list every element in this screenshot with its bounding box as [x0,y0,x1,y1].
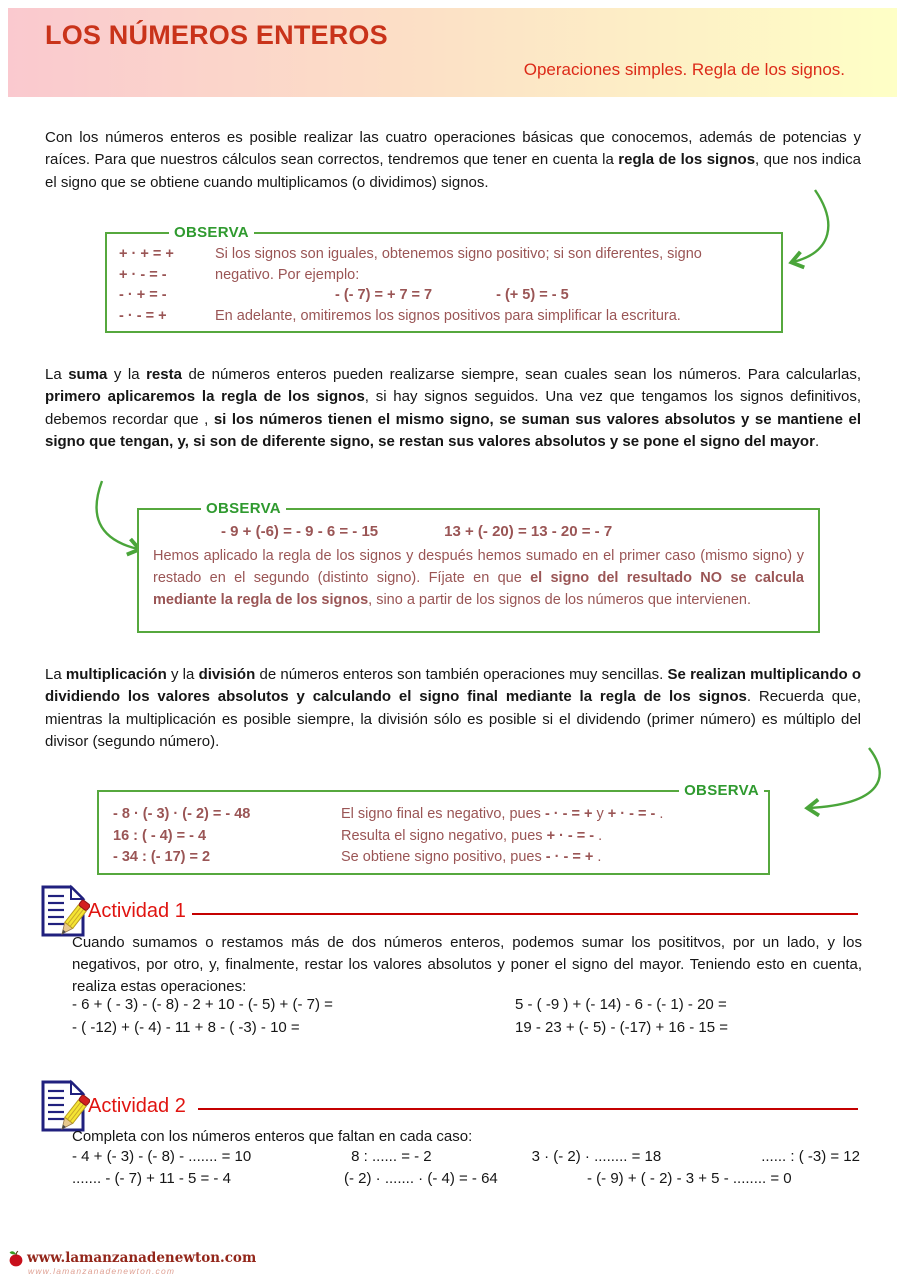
exercise: 3 · (- 2) · ........ = 18 [531,1148,662,1165]
sign-rule: + · - = - [119,266,167,283]
text-segment: Resulta el signo negativo, pues [341,827,547,844]
activity1-exercises [72,994,860,1039]
exercise: 5 - ( -9 ) + (- 14) - 6 - (- 1) - 20 = [515,996,727,1013]
sign-rules-content [107,234,781,326]
explanation-line: Si los signos son iguales, obtenemos signo positivo; si son diferentes, signo [215,246,702,262]
sign-rule: + · + = + [119,246,174,262]
sign-rules-column [119,244,215,326]
equation: 16 : ( - 4) = - 4 [113,827,207,844]
equation-explanation [341,826,760,848]
exercise: (- 2) · ....... · (- 4) = - 64 [344,1170,498,1187]
mult-examples [99,792,768,869]
bold-segment: Se realizan multiplicando o dividiendo los valores absolutos y calculando el signo final mediante la regla de los signos [45,666,862,706]
equation-explanation [341,804,760,826]
exercise: - 6 + ( - 3) - (- 8) - 2 + 10 - (- 5) + (- 7) = [72,996,333,1013]
footer [8,1249,256,1276]
text-segment: La [45,666,66,683]
exercise-row [72,1017,860,1040]
activity1-title: Actividad 1 [88,900,186,922]
text-segment: . [814,433,820,451]
site-link[interactable]: www.lamanzanadenewton.com [27,1250,257,1266]
bold-segment: multiplicación [65,666,167,683]
text-segment: Se obtiene signo positivo, pues [341,849,546,865]
exercise: - 4 + (- 3) - (- 8) - ....... = 10 [72,1148,252,1165]
sum-explanation [139,542,818,611]
page-title: LOS NÚMEROS ENTEROS [45,20,388,50]
sign-rules-explanation [215,244,771,326]
intro-paragraph [45,127,861,194]
text-segment: de números enteros son también operaciones muy sencillas. [255,666,668,683]
example-expression: - (- 7) = + 7 = 7 [335,287,433,303]
bold-segment: suma [68,366,108,383]
mult-example-row [113,826,760,848]
apple-icon [8,1249,24,1267]
mult-example-row [113,804,760,826]
header-banner [8,8,897,97]
exercise: ...... : ( -3) = 12 [761,1148,860,1165]
activity1-rule-line [192,913,858,915]
explanation-line: negativo. Por ejemplo: [215,266,360,283]
text-segment: Hemos aplicado la regla de los signos y después hemos sumado en el primer caso (mismo signo) y restado en el segundo (distinto signo). Fíjate en que [153,548,804,586]
bold-segment: resta [146,366,182,383]
equation: - 34 : (- 17) = 2 [113,849,211,865]
note-pencil-icon [40,1079,90,1133]
text-segment: . [594,827,603,844]
sign-rule-inline: + · - = - [607,806,656,822]
sign-rule: - · + = - [119,287,167,303]
activity2-instructions: Completa con los números enteros que faltan en cada caso: [72,1128,473,1145]
activity2-exercise-row [72,1148,860,1165]
exercise: 8 : ...... = - 2 [351,1148,432,1165]
example-line [215,285,771,306]
intro-text-end: , que nos indica el signo que se obtiene cuando multiplicamos (o dividimos) signos. [45,151,861,191]
text-segment: de números enteros pueden realizarse siempre, sean cuales sean los números. Para calcularlas, [181,366,861,383]
observa-legend: OBSERVA [201,500,286,517]
text-segment: . [593,849,602,865]
bold-segment: si los números tienen el mismo signo, se suman sus valores absolutos y se mantiene el signo que tengan, y, si son de diferente signo, se restan sus valores absolutos y se pone el signo del mayor [45,410,861,451]
exercise: - (- 9) + ( - 2) - 3 + 5 - ........ = 0 [587,1170,792,1187]
observa-legend: OBSERVA [169,224,254,241]
bold-segment: el signo del resultado NO se calcula mediante la regla de los signos [153,569,804,608]
sum-paragraph [45,364,861,454]
page-subtitle: Operaciones simples. Regla de los signos. [523,60,845,79]
mult-example-row [113,847,760,869]
sign-rule: - · - = + [119,307,167,324]
note-pencil-icon [40,884,90,938]
intro-bold-regla: regla de los signos [618,151,756,169]
text-segment: . [655,806,664,822]
text-segment: y la [107,366,147,383]
activity2-exercise-row [72,1170,838,1187]
observa-box-sum [137,500,820,633]
equation: - 8 · (- 3) · (- 2) = - 48 [113,806,251,822]
observa-box-signs [105,224,783,333]
sign-rule-inline: + · - = - [546,827,595,844]
text-segment: La [45,366,69,383]
example-expression: - (+ 5) = - 5 [496,287,569,303]
sum-example: - 9 + (-6) = - 9 - 6 = - 15 [221,523,379,540]
explanation-line: En adelante, omitiremos los signos positivos para simplificar la escritura. [215,307,681,324]
text-segment: . Recuerda que, mientras la multiplicación es posible siempre, la división sólo es posible si el dividendo (primer número) es múltiplo del divisor (segundo número). [45,688,861,751]
site-link-reflection: www.lamanzanadenewton.com [28,1266,176,1276]
exercise: 19 - 23 + (- 5) - (-17) + 16 - 15 = [515,1018,729,1036]
exercise-row [72,994,860,1017]
text-segment: y la [166,666,199,683]
sign-rule-inline: - · - = + [544,806,593,822]
curved-arrow-icon [779,744,899,826]
text-segment: , si hay signos seguidos. Una vez que tengamos los signos definitivos, debemos recordar que , [45,388,861,428]
activity1-instructions: Cuando sumamos o restamos más de dos números enteros, podemos sumar los posititvos, por un lado, y los negativos, por otro, y, finalmente, restar los valores absolutos y poner el signo del mayor. Teniendo esto en cuenta, realiza estas operaciones: [72,934,862,995]
activity2-rule-line [198,1108,858,1110]
exercise: ....... - (- 7) + 11 - 5 = - 4 [72,1170,231,1187]
text-segment: , sino a partir de los signos de los números que intervienen. [368,591,752,608]
mult-paragraph [45,664,861,754]
observa-legend: OBSERVA [679,782,764,799]
exercise: - ( -12) + (- 4) - 11 + 8 - ( -3) - 10 = [72,1018,300,1036]
intro-text: Con los números enteros es posible realizar las cuatro operaciones básicas que conocemos, además de potencias y raíces. Para que nuestros cálculos sean correctos, tendremos que tener en cuenta la [45,129,861,169]
bold-segment: división [198,666,256,683]
sign-rule-inline: - · - = + [545,849,594,865]
text-segment: El signo final es negativo, pues [341,806,545,822]
text-segment: y [592,806,608,822]
equation-explanation [341,847,760,869]
sum-example: 13 + (- 20) = 13 - 20 = - 7 [444,523,613,540]
observa-box-mult [97,782,770,875]
activity2-title: Actividad 2 [88,1095,186,1117]
bold-segment: primero aplicaremos la regla de los signos [45,388,365,406]
